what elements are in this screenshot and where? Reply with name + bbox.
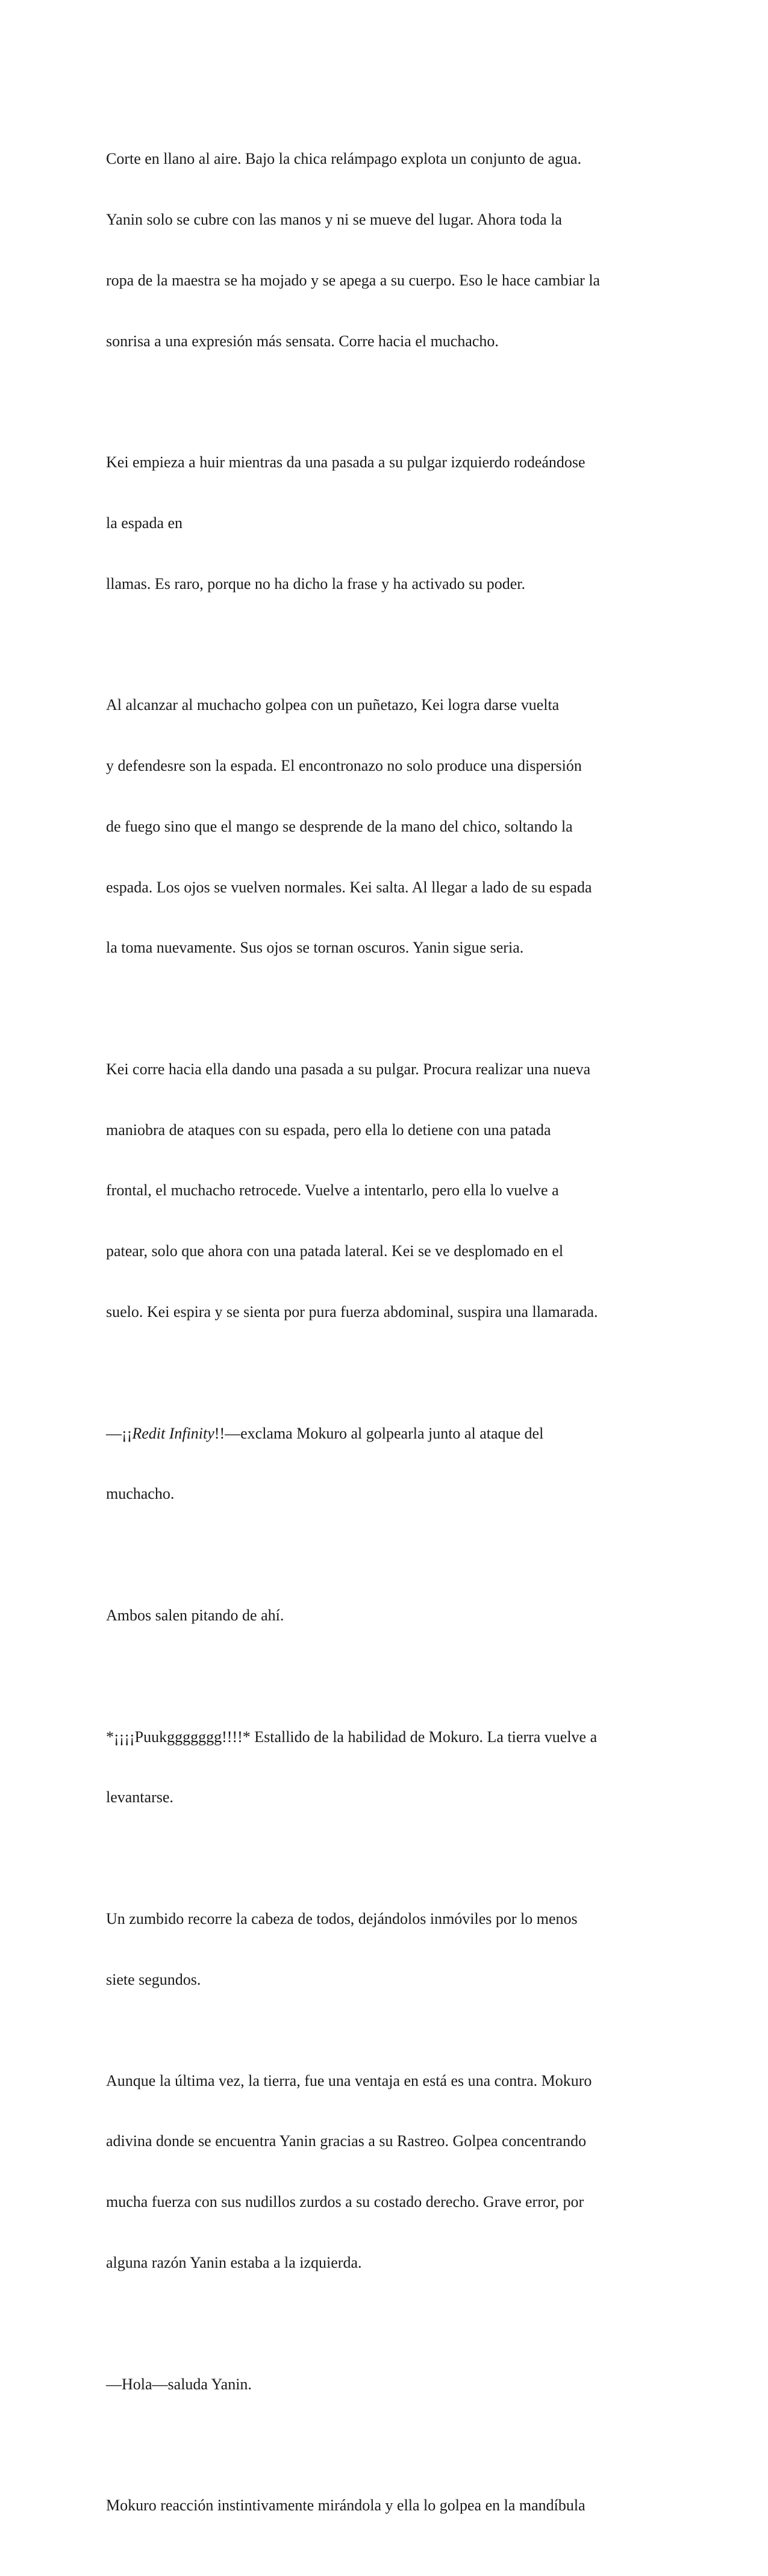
text-line: —Hola—saluda Yanin. bbox=[106, 2375, 252, 2393]
text-line: espada. Los ojos se vuelven normales. Kei salta. Al llegar a lado de su espada bbox=[106, 878, 592, 896]
paragraph-8 bbox=[106, 1868, 672, 2030]
text-line: sonrisa a una expresión más sensata. Corre hacia el muchacho. bbox=[106, 332, 499, 350]
text-line: Al alcanzar al muchacho golpea con un puñetazo, Kei logra darse vuelta bbox=[106, 696, 560, 714]
text-line: Corte en llano al aire. Bajo la chica relámpago explota un conjunto de agua. bbox=[106, 150, 582, 168]
text-line: levantarse. bbox=[106, 1788, 173, 1806]
text-line: *¡¡¡¡Puukggggggg!!!!* Estallido de la habilidad de Mokuro. La tierra vuelve a bbox=[106, 1728, 598, 1746]
text-line: y defendesre son la espada. El encontronazo no solo produce una dispersión bbox=[106, 757, 582, 774]
paragraph-5-dialogue bbox=[106, 1383, 672, 1545]
text-line: la espada en bbox=[106, 514, 183, 532]
text-line: Kei corre hacia ella dando una pasada a su pulgar. Procura realizar una nueva bbox=[106, 1060, 591, 1078]
text-line: la toma nuevamente. Sus ojos se tornan oscuros. Yanin sigue seria. bbox=[106, 939, 524, 957]
paragraph-4 bbox=[106, 1019, 672, 1363]
text-line: adivina donde se encuentra Yanin gracias a su Rastreo. Golpea concentrando bbox=[106, 2132, 587, 2150]
text-line: muchacho. bbox=[106, 1485, 175, 1503]
text-line: de fuego sino que el mango se desprende de la mano del chico, soltando la bbox=[106, 817, 573, 835]
text-line: suelo. Kei espira y se sienta por pura fuerza abdominal, suspira una llamarada. bbox=[106, 1303, 598, 1321]
dialogue-suffix: !!—exclama Mokuro al golpearla junto al ataque del bbox=[214, 1424, 544, 1442]
paragraph-2 bbox=[106, 412, 672, 635]
dialogue-line bbox=[106, 1423, 672, 1444]
text-line: maniobra de ataques con su espada, pero ella lo detiene con una patada bbox=[106, 1121, 551, 1139]
text-line: ropa de la maestra se ha mojado y se apega a su cuerpo. Eso le hace cambiar la bbox=[106, 271, 601, 289]
paragraph-6 bbox=[106, 1565, 672, 1666]
dialogue-prefix: —¡¡ bbox=[106, 1424, 133, 1442]
paragraph-11 bbox=[106, 2455, 672, 2556]
text-line: siete segundos. bbox=[106, 1970, 201, 1988]
dialogue-italic: Redit Infinity bbox=[132, 1424, 214, 1442]
text-line: llamas. Es raro, porque no ha dicho la frase y ha activado su poder. bbox=[106, 574, 525, 593]
paragraph-3 bbox=[106, 655, 672, 998]
text-line: Un zumbido recorre la cabeza de todos, dejándolos inmóviles por lo menos bbox=[106, 1909, 578, 1927]
paragraph-1 bbox=[106, 108, 672, 391]
text-line: mucha fuerza con sus nudillos zurdos a su costado derecho. Grave error, por bbox=[106, 2193, 584, 2211]
text-line: alguna razón Yanin estaba a la izquierda. bbox=[106, 2253, 362, 2271]
text-line: Kei empieza a huir mientras da una pasada a su pulgar izquierdo rodeándose bbox=[106, 453, 585, 471]
text-line: Ambos salen pitando de ahí. bbox=[106, 1606, 284, 1624]
body-text bbox=[106, 108, 672, 2576]
text-line: frontal, el muchacho retrocede. Vuelve a intentarlo, pero ella lo vuelve a bbox=[106, 1181, 559, 1199]
text-line: patear, solo que ahora con una patada lateral. Kei se ve desplomado en el bbox=[106, 1242, 564, 1260]
paragraph-10-dialogue bbox=[106, 2333, 672, 2434]
text-line: Mokuro reacción instintivamente mirándola y ella lo golpea en la mandíbula bbox=[106, 2497, 585, 2515]
text-line: Yanin solo se cubre con las manos y ni se mueve del lugar. Ahora toda la bbox=[106, 210, 562, 228]
paragraph-7 bbox=[106, 1686, 672, 1848]
paragraph-9 bbox=[106, 2030, 672, 2313]
text-line: Aunque la última vez, la tierra, fue una ventaja en está es una contra. Mokuro bbox=[106, 2071, 592, 2089]
